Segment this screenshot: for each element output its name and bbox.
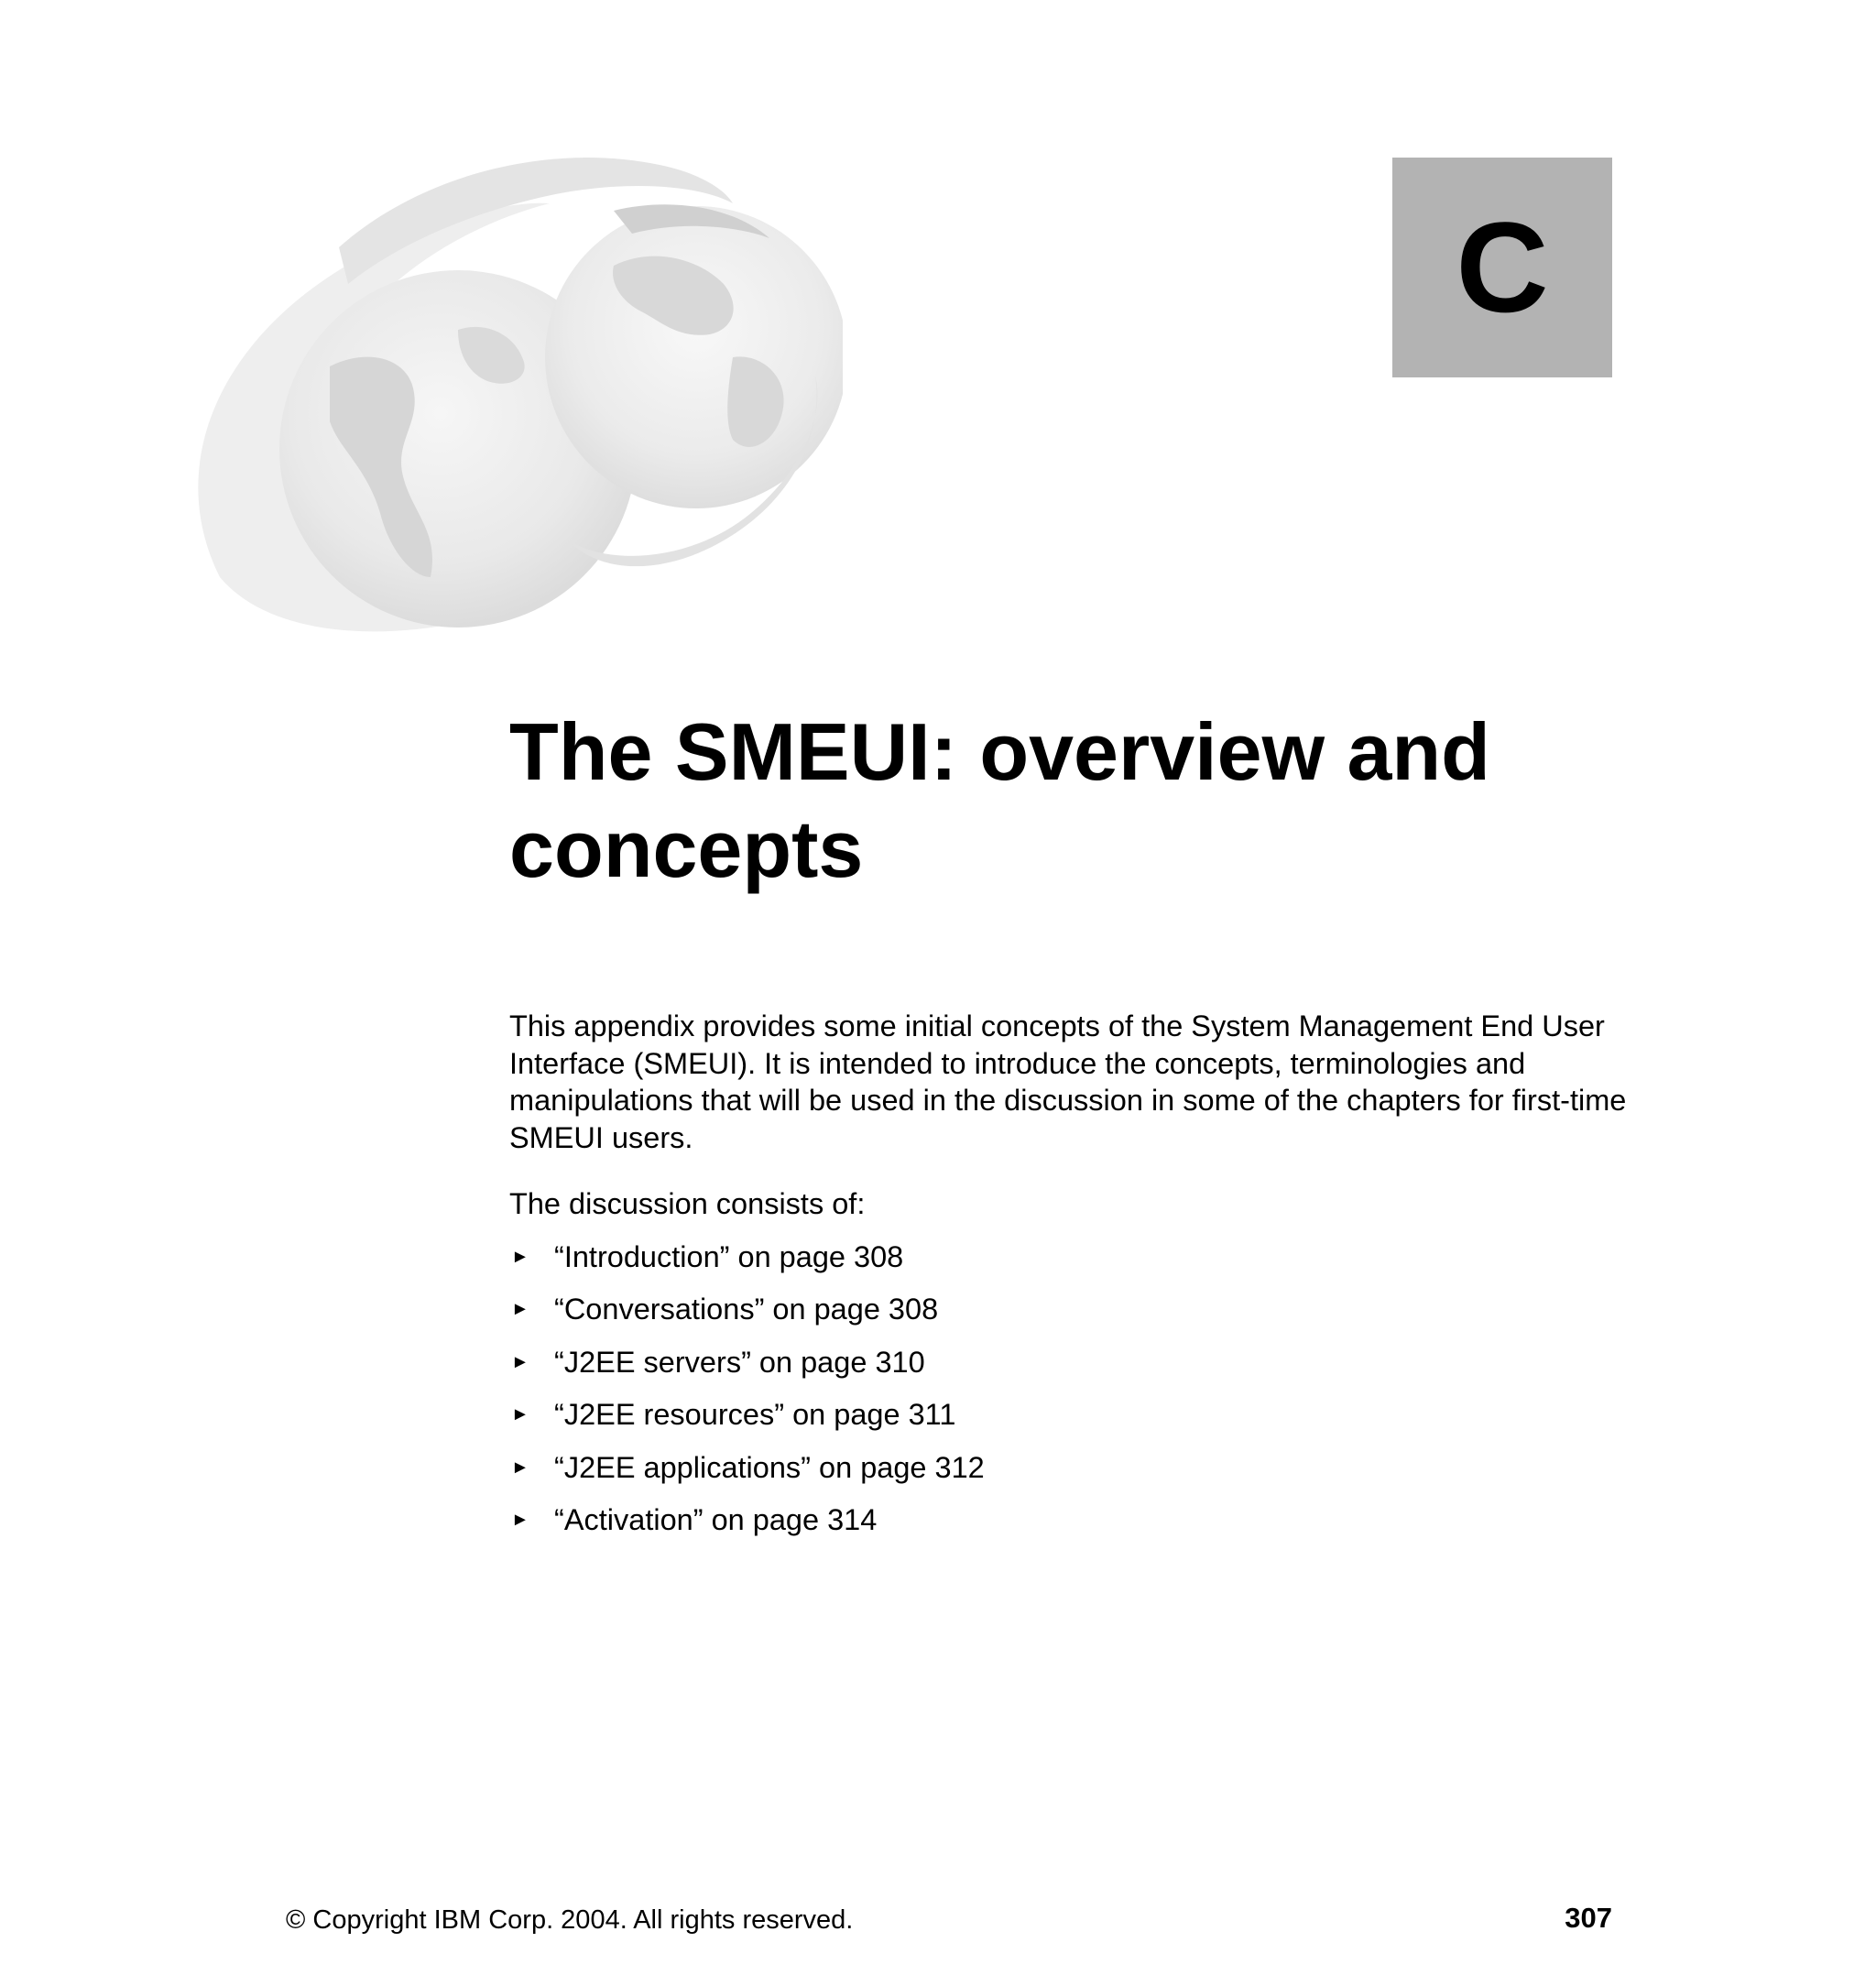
toc-item-label: “Conversations” on page 308 xyxy=(554,1293,939,1326)
toc-item[interactable] xyxy=(509,1291,1654,1328)
page-number: 307 xyxy=(1565,1902,1612,1934)
toc-item-label: “Introduction” on page 308 xyxy=(554,1239,904,1273)
appendix-letter: C xyxy=(1456,195,1549,339)
bullet-triangle-icon: ► xyxy=(511,1404,529,1424)
bullet-triangle-icon: ► xyxy=(511,1246,529,1267)
toc-item-label: “J2EE servers” on page 310 xyxy=(554,1345,925,1379)
toc-item[interactable] xyxy=(509,1449,1654,1487)
lead-in-text: The discussion consists of: xyxy=(509,1187,866,1220)
footer-copyright: © Copyright IBM Corp. 2004. All rights reserved. xyxy=(286,1905,854,1935)
globe-swirl-logo xyxy=(183,147,843,678)
page-title: The SMEUI: overview and concepts xyxy=(509,706,1490,894)
bullet-triangle-icon: ► xyxy=(511,1351,529,1372)
toc-item[interactable] xyxy=(509,1396,1654,1434)
body-text xyxy=(509,1008,1654,1555)
toc-item[interactable] xyxy=(509,1239,1654,1276)
bullet-triangle-icon: ► xyxy=(511,1510,529,1530)
intro-paragraph: This appendix provides some initial concepts of the System Management End User Interface (SMEUI). It is intended to introduce the concepts, terminologies and manipulations that will be used in the discussion in some of the chapters for first-time SMEUI users. xyxy=(509,1009,1627,1154)
toc-item[interactable] xyxy=(509,1344,1654,1381)
bullet-triangle-icon: ► xyxy=(511,1299,529,1319)
appendix-label-box xyxy=(1392,158,1612,377)
toc-list xyxy=(509,1239,1654,1539)
toc-item-label: “J2EE resources” on page 311 xyxy=(554,1398,956,1431)
toc-item[interactable] xyxy=(509,1501,1654,1539)
toc-item-label: “J2EE applications” on page 312 xyxy=(554,1450,985,1484)
bullet-triangle-icon: ► xyxy=(511,1457,529,1478)
toc-item-label: “Activation” on page 314 xyxy=(554,1503,878,1536)
